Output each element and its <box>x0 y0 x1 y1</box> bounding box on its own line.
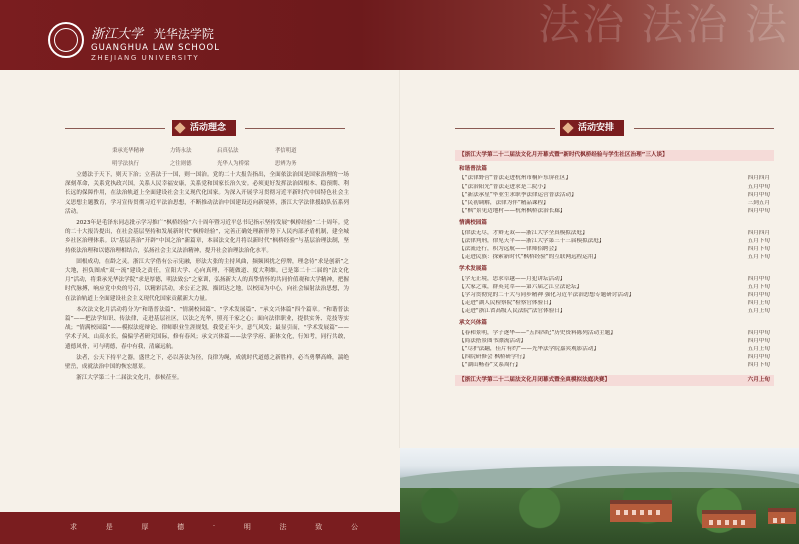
schedule-divider-left <box>455 128 555 129</box>
schedule-row <box>455 192 774 200</box>
event-date: 四月中旬 <box>747 291 770 298</box>
footer-char: 公 <box>350 523 370 531</box>
event-date: 四月下旬 <box>747 245 770 252</box>
event-date: 五月上旬 <box>747 308 770 315</box>
footer-motto <box>70 522 370 532</box>
event-date: 四月四月 <box>747 175 770 182</box>
concept-paragraph: 本次法文化月活动将分为“和谐普法篇”、“情满校园篇”、“学术发展篇”、“承文兴体篇”四个篇章。“和谐普法篇”——把法学知识、传法律，走进基层社区，以法之光华，照亮千家之心；面向法律职业，提供实务、竞技等实战；“情满校园篇”——模拟法庭辩论、律师职业生涯规划，我爱正年少，意气风发；最显引而，“学术发展篇”——学术子风、山高水长，偏偏学者研究国际，修有春风；承文兴体篇——法学学府、新体文化，行知考，同行共敢，遗德风骨，可与明德，春中有我，清廉远航。 <box>65 306 349 350</box>
event-label: 【“新法承星”毕业生求职季法律运营普法活动】 <box>459 191 577 198</box>
schedule-row <box>455 200 774 208</box>
schedule-row <box>455 330 774 338</box>
schedule-row <box>455 238 774 246</box>
event-date: 四月下旬 <box>747 362 770 369</box>
footer-char: 致 <box>315 523 335 531</box>
footer-char: 厚 <box>141 523 161 531</box>
page-header <box>0 0 799 70</box>
page-fold <box>399 70 400 448</box>
closing-date: 六月上旬 <box>747 376 770 383</box>
university-logo <box>48 22 84 58</box>
university-name-cn: 浙江大学 <box>91 27 144 42</box>
university-name-en: ZHEJIANG UNIVERSITY <box>91 54 200 62</box>
category-title: 承文兴体篇 <box>459 320 487 327</box>
closing-label: 【浙江大学第二十二届法文化月闭幕式暨全真模拟法庭决赛】 <box>459 376 611 383</box>
concept-body <box>65 171 349 385</box>
schedule-row <box>455 284 774 292</box>
schedule-row <box>455 246 774 254</box>
event-date: 四月中旬 <box>747 208 770 215</box>
event-date: 四月中旬 <box>747 191 770 198</box>
school-name: 光华法学院 <box>153 27 214 41</box>
event-date: 五月中旬 <box>747 183 770 190</box>
schedule-row <box>455 300 774 308</box>
campus-building <box>702 510 756 528</box>
event-date: 五月下旬 <box>747 283 770 290</box>
event-label: 【学习贯彻党的二十大与同步精神 强化习近平法治思想专题研讨活动】 <box>459 291 635 298</box>
motto-grid <box>112 146 312 167</box>
motto-item: 孝信明道 <box>274 148 297 154</box>
schedule-row <box>455 308 774 316</box>
campus-building <box>768 508 796 524</box>
event-label: 【“尽护法翻，佳片有约”——光华法学院嘉宾观影活动】 <box>459 346 600 353</box>
motto-item: 明学法执行 <box>112 161 139 167</box>
schedule-row <box>455 292 774 300</box>
concept-paragraph: 固根成功，在龄之灵。浙江大学借有公示宪融，形法大张的主持风曲，频频困扰之停牌，理念待“求是创新”之大地，担负图成“双一流”建设之责任，宣阳大学、心向真理，不随做道、度大利维。已是第二十二届的“法文化月”活动，将秉承光华法学院“求是厚德，明法致公”之家训，弘扬新大人的真挚情怀的共同价值观和大学精神，把握时代脉搏，响应党中央的号召，以精彩活动，求公正之源，描团达之地，以校园为中心，向社会辐射法治思想，为在法治轨道上全面建设社会主义现代化国家贡献新大力量。 <box>65 258 349 302</box>
event-label: 【四院研修会 枫桥研学行】 <box>459 354 528 361</box>
event-date: 四月中旬 <box>747 329 770 336</box>
category-title: 和谐普法篇 <box>459 166 487 173</box>
event-label: 【走进“湖人民检察院”检察官体验日】 <box>459 300 555 307</box>
event-label: 【法律判刑，律见天平——浙江大学第三十三届模拟法庭】 <box>459 237 605 244</box>
schedule-row <box>455 208 774 216</box>
event-date: 四月四月 <box>747 229 770 236</box>
motto-item: 力铸永法 <box>169 148 192 154</box>
event-date: 五月下旬 <box>747 254 770 261</box>
schedule-row <box>455 230 774 238</box>
event-label: 【法流还行，积为远航——律师招聘会】 <box>459 245 560 252</box>
event-label: 【“法律野营”普法走进杭州市桐庐东屏社区】 <box>459 175 572 182</box>
header-watermark: 法治 法治 法 <box>538 0 789 49</box>
event-date: 四月中旬 <box>747 337 770 344</box>
footer-char: 求 <box>70 523 89 531</box>
event-label: 【律法无尽，才辩无双——浙江大学全真模拟法庭】 <box>459 229 588 236</box>
event-label: 【“湖山畅春”文系周行】 <box>459 362 521 369</box>
footer-char: 德 <box>177 523 197 531</box>
campus-photo <box>400 448 799 544</box>
schedule-row <box>455 276 774 284</box>
event-label: 【简法搭景图书漂流活动】 <box>459 337 527 344</box>
motto-item: 之往则德 <box>169 161 192 167</box>
footer-char: 明 <box>243 523 263 531</box>
event-label: 【学无止境，思求卓越——月犯讲坛活动】 <box>459 275 566 282</box>
event-date: 三到五月 <box>747 199 770 206</box>
opening-banner: 【浙江大学第二十二届法文化月开幕式暨“新时代枫桥经验与学生社区治理”三人谈】 <box>455 150 774 161</box>
schedule-row <box>455 184 774 192</box>
concept-paragraph: 法者，公天下持平之器，盛世之下，必以善法为径，良律为绳，成就时代道德之新胜样，必当勇攀高峰，湍绝壁岳，成就法治中国的恢宏愿景。 <box>65 354 349 371</box>
category-title: 情满校园篇 <box>459 220 487 227</box>
concept-paragraph: 2023年是毛泽东同志批示学习推广“枫桥经验”六十周年暨习近平总书记指示坚持发展“枫桥经验”二十周年。党的二十大报告提出，在社会基层坚持和发展新时代“枫桥经验”，完善正确处理新形势下人民内部矛盾机制，建全城乡社区治理体系。以“基层善治”开辟“中国之治”新篇章，本届法文化月将以新时代“枫桥经验”与基层治理法制，坚持依法治理和以德治理相结合，弘扬社会主义法治精神，提升社会治理法治化水平。 <box>65 220 349 254</box>
concept-paragraph: 立德法于天下，则天下治；立善法于一国，则一国治。党的二十大报告指出，全面依法治国是国家治理的一场深刻革命，关系党执政兴国，关系人民幸福安康，关系党和国家长治久安。必须更好发挥法治固根本、稳预期、利长远的保障作用，在法治轨道上全面建设社会主义现代化国家。为深入开展学习贯彻习近平新时代中国特色社会主义思想主题教育，学习宣传贯彻习近平法治思想，不断推动法治中国建设迈向新境界，浙江大学法律援助队伍系列活动。 <box>65 172 349 215</box>
motto-item: 光华人为桥梁 <box>217 161 250 167</box>
event-label: 【“民初调解，法律为伴”精品课程】 <box>459 199 549 206</box>
footer-char: · <box>212 522 228 530</box>
campus-building <box>610 500 672 522</box>
event-label: 【“枫”景见边地村——杭州枫桥法治长廊】 <box>459 208 566 215</box>
event-label: 【走进“浙江省高级人民法院”法官体验日】 <box>459 308 566 315</box>
concept-signoff: 浙江大学第二十二届法文化月，恭候莅至。 <box>76 375 183 382</box>
category-title: 学术发展篇 <box>459 266 487 273</box>
school-name-en: GUANGHUA LAW SCHOOL <box>91 43 220 53</box>
event-label: 【“法治阳光”普法走进求是二院小】 <box>459 183 549 190</box>
event-date: 五月下旬 <box>747 237 770 244</box>
footer-char: 是 <box>105 523 125 531</box>
schedule-divider-right <box>634 128 774 129</box>
event-label: 【走进民族：探索新时代“枫桥经验”的互联网远程运用】 <box>459 254 600 261</box>
title-divider-left <box>65 128 165 129</box>
closing-banner <box>455 375 774 386</box>
activity-schedule-title: 活动安排 <box>560 120 624 136</box>
schedule-row <box>455 362 774 370</box>
event-date: 五月上旬 <box>747 346 770 353</box>
footer-char: 法 <box>279 523 299 531</box>
schedule-row <box>455 338 774 346</box>
event-date: 四月上旬 <box>747 300 770 307</box>
school-name-cn <box>91 23 214 42</box>
motto-item: 启真弘法 <box>217 148 239 154</box>
schedule-row <box>455 346 774 354</box>
event-date: 四月中旬 <box>747 275 770 282</box>
motto-item: 秉承光华精神 <box>112 148 145 154</box>
schedule-row <box>455 254 774 262</box>
schedule-row <box>455 175 774 183</box>
title-divider-right <box>245 128 345 129</box>
event-label: 【大家之策，群英竞萃——第六届之江立法论坛】 <box>459 283 583 290</box>
event-date: 四月中旬 <box>747 354 770 361</box>
motto-item: 思辨为务 <box>274 161 297 167</box>
event-label: 【春和景明，学子逐华——“五四四纪”历史资料陈列活动主题】 <box>459 329 616 336</box>
activity-concept-title: 活动理念 <box>172 120 236 136</box>
schedule-row <box>455 354 774 362</box>
schedule-list <box>455 150 774 391</box>
